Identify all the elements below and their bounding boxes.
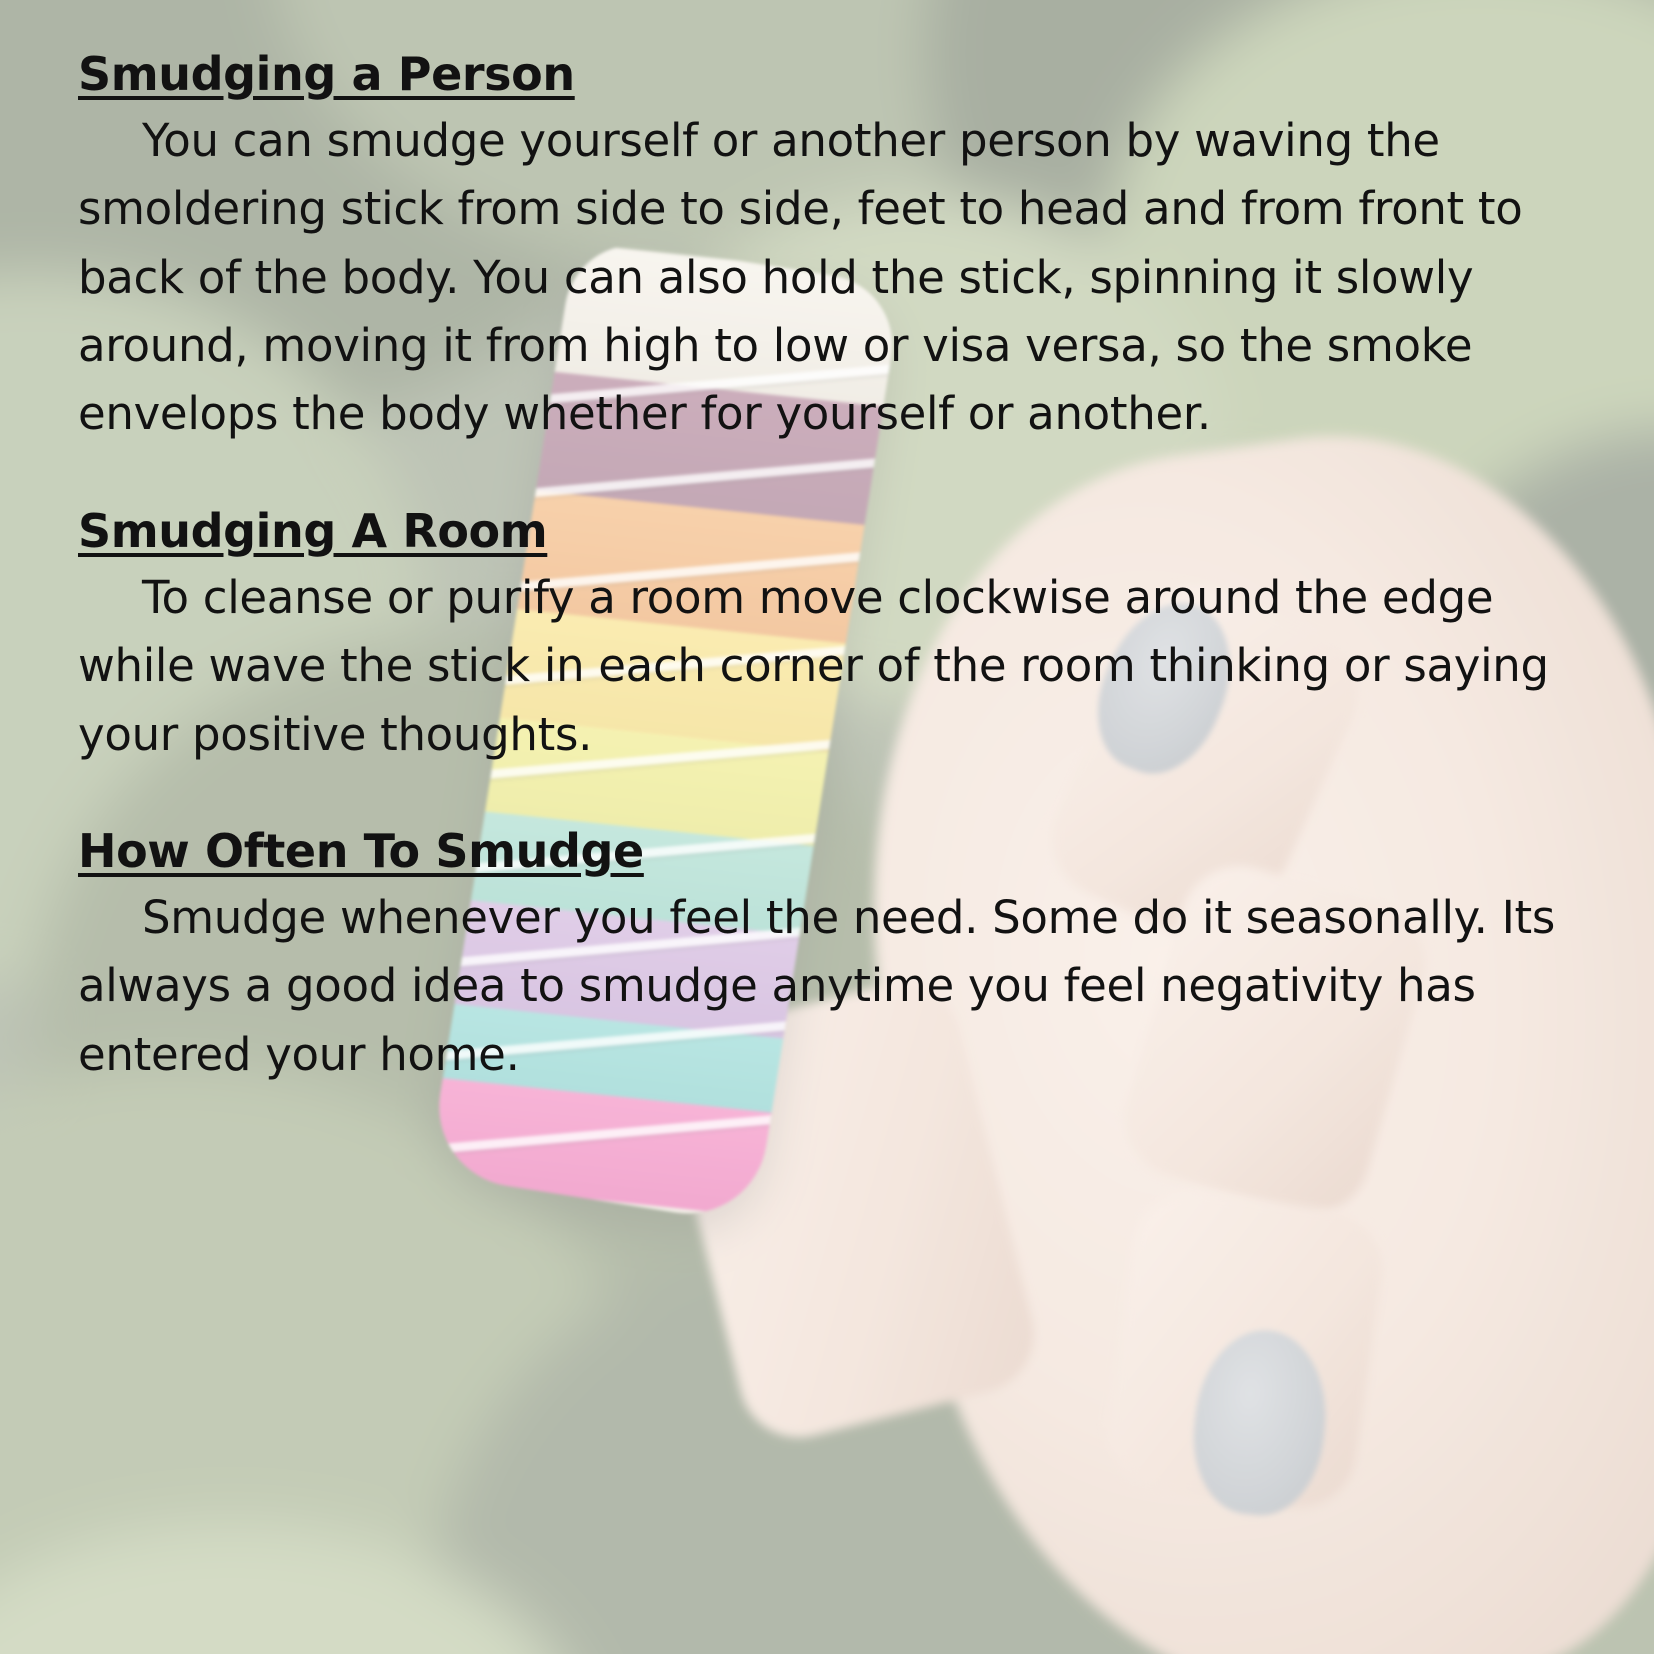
section-smudging-a-room [78, 505, 1580, 769]
section-heading: Smudging a Person [78, 47, 575, 101]
section-body: Smudge whenever you feel the need. Some do it seasonally. Its always a good idea to smudge anytime you feel negativity has entered your home. [78, 890, 1556, 1081]
section-how-often-to-smudge [78, 825, 1580, 1089]
section-body: To cleanse or purify a room move clockwise around the edge while wave the stick in each corner of the room thinking or saying your positive thoughts. [78, 570, 1549, 761]
section-body: You can smudge yourself or another person by waving the smoldering stick from side to side, feet to head and from front to back of the body. You can also hold the stick, spinning it slowly around, moving it from high to low or visa versa, so the smoke envelops the body whether for yourself or another. [78, 113, 1523, 441]
section-heading: How Often To Smudge [78, 823, 644, 878]
section-heading: Smudging A Room [78, 503, 548, 558]
section-smudging-a-person [78, 48, 1580, 449]
